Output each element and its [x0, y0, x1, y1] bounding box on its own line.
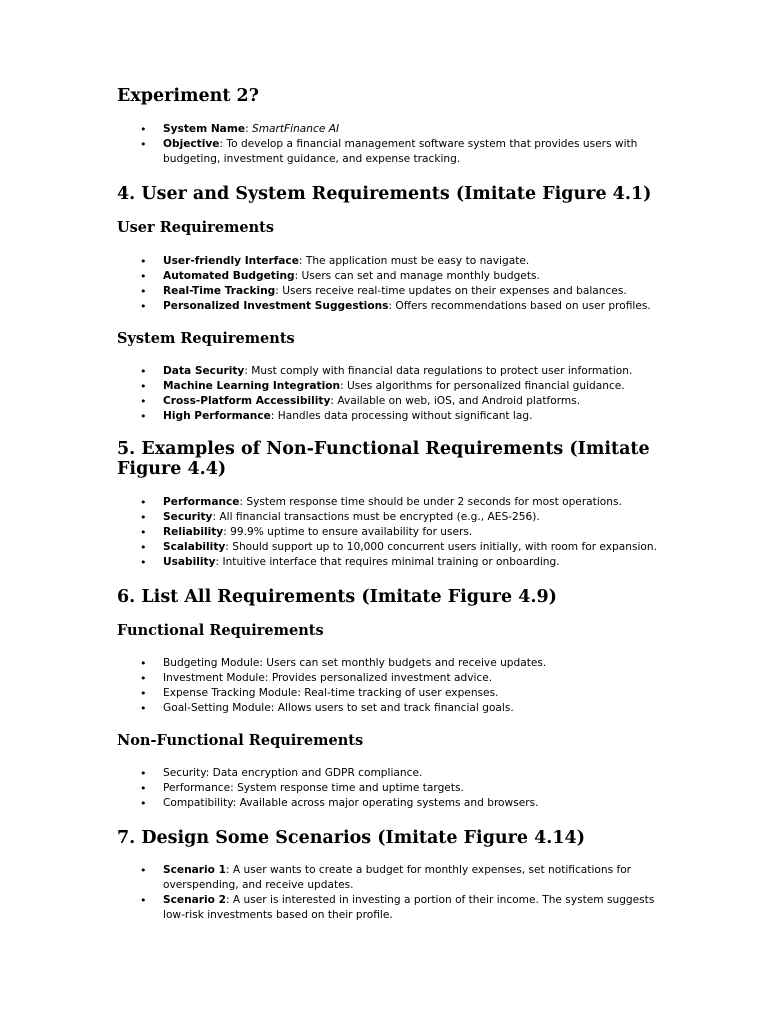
non-functional-examples-list — [117, 495, 657, 570]
item-label: Automated Budgeting — [163, 270, 295, 282]
list-item-objective — [117, 137, 657, 167]
functional-requirements-list — [117, 656, 657, 716]
item-separator: : — [340, 380, 347, 392]
item-label: System Name — [163, 123, 246, 135]
item-separator: : — [239, 496, 247, 508]
item-text: Offers recommendations based on user profiles. — [395, 300, 651, 312]
item-text: Intuitive interface that requires minimal training or onboarding. — [222, 556, 560, 568]
list-item: • Performance: System response time and uptime targets. — [117, 781, 657, 796]
list-item: • Security: Data encryption and GDPR compliance. — [117, 766, 657, 781]
item-label: Scenario 2 — [163, 894, 226, 906]
section-4-heading: 4. User and System Requirements (Imitate Figure 4.1) — [117, 184, 652, 204]
system-requirements-list — [117, 364, 657, 424]
list-item: • Investment Module: Provides personalized investment advice. — [117, 671, 657, 686]
item-text: 99.9% uptime to ensure availability for users. — [230, 526, 473, 538]
user-requirements-heading: User Requirements — [117, 219, 275, 236]
list-item — [117, 409, 657, 424]
item-separator: : — [225, 864, 233, 876]
item-label: Security — [163, 511, 213, 523]
system-requirements-heading: System Requirements — [117, 330, 295, 347]
list-item — [117, 284, 657, 299]
list-item — [117, 299, 657, 314]
experiment-title: Experiment 2? — [117, 86, 259, 106]
item-separator: : — [223, 526, 231, 538]
item-label: Scenario 1 — [163, 864, 226, 876]
list-item — [117, 364, 657, 379]
item-text: Uses algorithms for personalized financial guidance. — [347, 380, 625, 392]
item-separator: : — [219, 138, 227, 150]
item-separator: : — [330, 395, 338, 407]
item-separator: : — [388, 300, 396, 312]
list-item — [117, 269, 657, 284]
non-functional-requirements-heading: Non-Functional Requirements — [117, 732, 364, 749]
document-content — [117, 86, 657, 923]
item-label: Machine Learning Integration — [163, 380, 341, 392]
section-7-heading: 7. Design Some Scenarios (Imitate Figure 4.14) — [117, 828, 585, 848]
list-item — [117, 394, 657, 409]
item-separator: : — [225, 541, 233, 553]
list-item: • Goal-Setting Module: Allows users to set and track financial goals. — [117, 701, 657, 716]
item-label: Scalability — [163, 541, 226, 553]
item-text: System response time should be under 2 seconds for most operations. — [246, 496, 622, 508]
list-item: • Expense Tracking Module: Real-time tracking of user expenses. — [117, 686, 657, 701]
item-label: High Performance — [163, 410, 271, 422]
item-label: Real-Time Tracking — [163, 285, 276, 297]
item-separator: : — [225, 894, 233, 906]
user-requirements-list — [117, 254, 657, 314]
item-separator: : — [212, 511, 220, 523]
list-item — [117, 525, 657, 540]
item-text: The application must be easy to navigate. — [305, 255, 530, 267]
list-item — [117, 495, 657, 510]
item-label: Performance — [163, 496, 240, 508]
list-item: • Budgeting Module: Users can set monthly budgets and receive updates. — [117, 656, 657, 671]
item-text: A user is interested in investing a portion of their income. The system suggests low-risk investments based on their profile. — [163, 894, 655, 921]
item-label: Objective — [163, 138, 220, 150]
list-item — [117, 893, 657, 923]
functional-requirements-heading: Functional Requirements — [117, 622, 324, 639]
item-text: Available on web, iOS, and Android platforms. — [337, 395, 581, 407]
scenarios-list — [117, 863, 657, 923]
section-6-heading: 6. List All Requirements (Imitate Figure 4.9) — [117, 587, 557, 607]
section-5-heading-line-1: 5. Examples of Non-Functional Requirements (Imitate — [117, 439, 650, 459]
list-item — [117, 540, 657, 555]
item-text: To develop a financial management software system that provides users with budgeting, investment guidance, and expense tracking. — [163, 138, 638, 165]
item-separator: : — [294, 270, 302, 282]
item-label: Personalized Investment Suggestions — [163, 300, 389, 312]
list-item — [117, 510, 657, 525]
experiment-list — [117, 122, 657, 167]
item-text: Must comply with financial data regulations to protect user information. — [251, 365, 633, 377]
item-text: Handles data processing without significant lag. — [277, 410, 533, 422]
section-5-heading-line-2: Figure 4.4) — [117, 459, 227, 479]
item-label: Cross-Platform Accessibility — [163, 395, 331, 407]
item-separator: : — [298, 255, 306, 267]
item-text: SmartFinance AI — [252, 123, 340, 135]
item-text: Users receive real-time updates on their expenses and balances. — [282, 285, 627, 297]
item-label: Reliability — [163, 526, 224, 538]
item-separator: : — [215, 556, 223, 568]
list-item: • Compatibility: Available across major operating systems and browsers. — [117, 796, 657, 811]
list-item-system-name — [117, 122, 657, 137]
item-text: A user wants to create a budget for monthly expenses, set notifications for overspending, and receive updates. — [163, 864, 632, 891]
list-item — [117, 379, 657, 394]
item-separator: : — [245, 123, 252, 135]
list-item — [117, 254, 657, 269]
section-5-heading — [117, 439, 657, 479]
item-text: Should support up to 10,000 concurrent users initially, with room for expansion. — [232, 541, 657, 553]
item-label: Data Security — [163, 365, 245, 377]
item-separator: : — [270, 410, 278, 422]
item-separator: : — [244, 365, 252, 377]
item-label: User-friendly Interface — [163, 255, 299, 267]
list-item — [117, 555, 657, 570]
item-text: Users can set and manage monthly budgets. — [301, 270, 540, 282]
item-separator: : — [275, 285, 283, 297]
item-label: Usability — [163, 556, 216, 568]
non-functional-requirements-list — [117, 766, 657, 811]
item-text: All financial transactions must be encrypted (e.g., AES-256). — [219, 511, 540, 523]
list-item — [117, 863, 657, 893]
